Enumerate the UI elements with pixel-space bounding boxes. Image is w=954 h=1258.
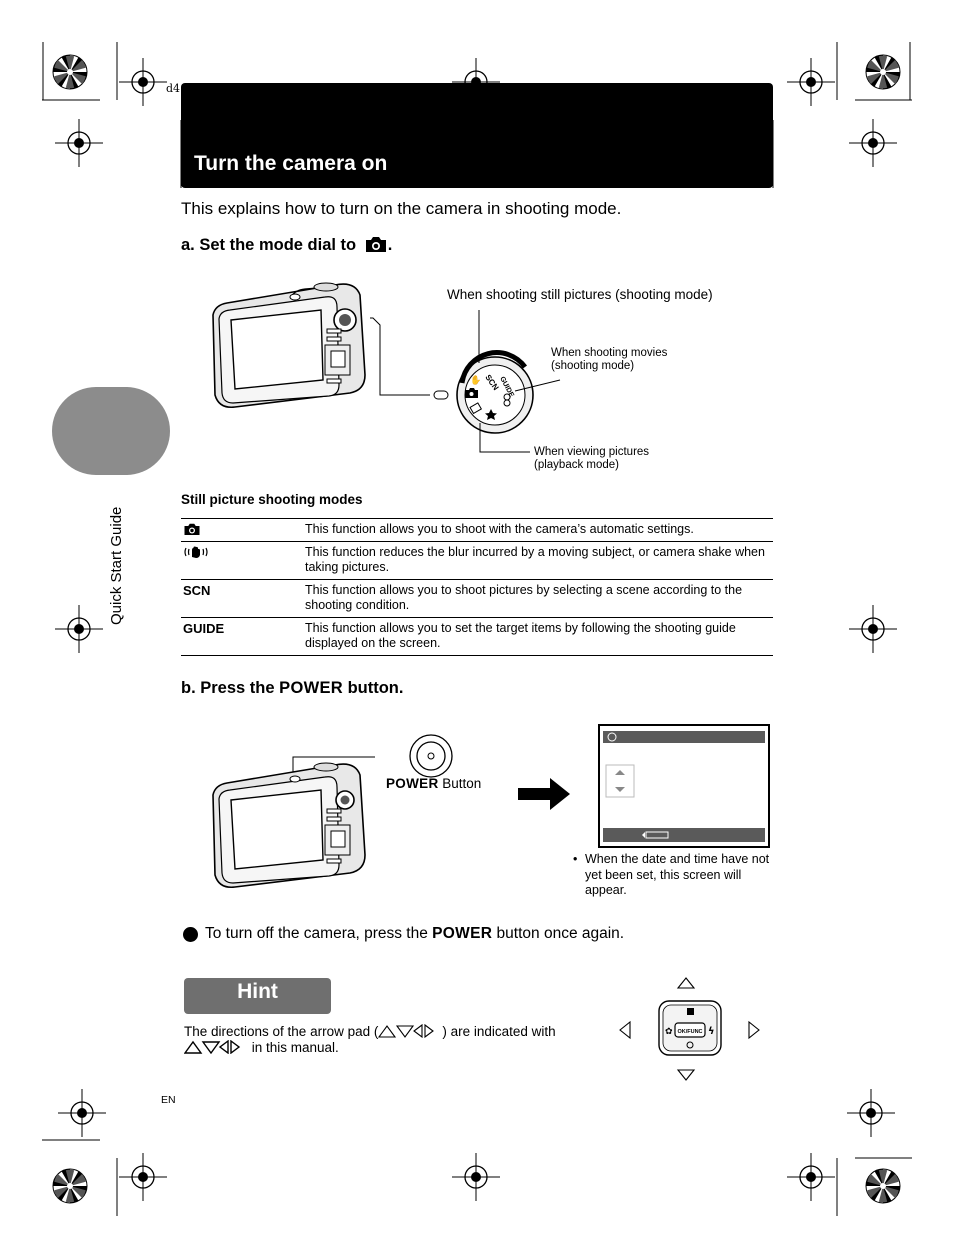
arrow-right-icon [518,778,572,810]
mode-description: This function allows you to set the target items by following the shooting guide displayed on the screen. [303,618,773,656]
camera-illustration-a [205,275,370,410]
left-arrow-icon [620,1022,630,1038]
arrow-pad-illustration [615,975,765,1085]
macro-icon: ✿ [665,1027,673,1037]
down-arrow-icon [678,1070,694,1080]
table-row [181,542,773,580]
language-code: EN [161,1094,176,1106]
callout-playback: When viewing pictures (playback mode) [534,446,650,471]
up-arrow-icon [678,978,694,988]
mode-description: This function allows you to shoot with the camera’s automatic settings. [303,519,773,542]
table-row [181,618,773,656]
modes-table-title: Still picture shooting modes [181,492,363,507]
screen-note: • When the date and time have not yet been set, this screen will appear. [573,852,770,897]
dial-scn-label: SCN [483,372,501,392]
exposure-icon [687,1008,694,1015]
document-code: d4 [166,82,181,95]
ok-func-label: OK/FUNC [677,1029,703,1035]
mode-description: This function allows you to shoot pictures by selecting a scene according to the shooting condition. [303,580,773,618]
lcd-screen-illustration [598,724,770,848]
dial-guide-label: GUIDE [498,375,515,399]
shake-reduction-icon [183,545,209,559]
modes-table [181,518,773,656]
svg-text:✋: ✋ [470,376,482,386]
callout-movies: When shooting movies (shooting mode) [551,347,668,372]
hint-label: Hint [237,980,278,1003]
camera-icon [183,522,201,536]
camera-illustration-b [205,740,375,890]
arrow-pad-symbols-icon [184,1040,248,1054]
power-word: POWER [279,679,343,697]
turn-off-note: To turn off the camera, press the POWER button once again. [205,925,625,942]
power-button-callout: POWER Button [386,776,482,791]
guide-label: GUIDE [181,618,303,656]
flash-icon: ϟ [708,1026,715,1037]
side-tab [52,387,170,475]
bullet-dot [183,927,198,942]
arrow-pad-symbols-icon [378,1024,442,1038]
table-row [181,580,773,618]
callout-still: When shooting still pictures (shooting mode) [447,287,713,302]
power-button-closeup [408,733,454,779]
intro-text: This explains how to turn on the camera in shooting mode. [181,199,622,218]
step-a-heading: a. Set the mode dial to . [181,236,393,254]
right-arrow-icon [749,1022,759,1038]
step-b-heading: b. Press the POWER button. [181,679,404,697]
side-label: Quick Start Guide [108,506,125,625]
scn-label: SCN [181,580,303,618]
dial-shake-icon [470,374,481,386]
page-title: Turn the camera on [194,152,388,175]
hint-text: The directions of the arrow pad ( ) are indicated with in this manual. [184,1024,556,1055]
mode-dial-illustration [370,305,570,455]
table-row [181,519,773,542]
camera-icon [364,235,388,253]
mode-description: This function reduces the blur incurred by a moving subject, or camera shake when taking pictures. [303,542,773,580]
